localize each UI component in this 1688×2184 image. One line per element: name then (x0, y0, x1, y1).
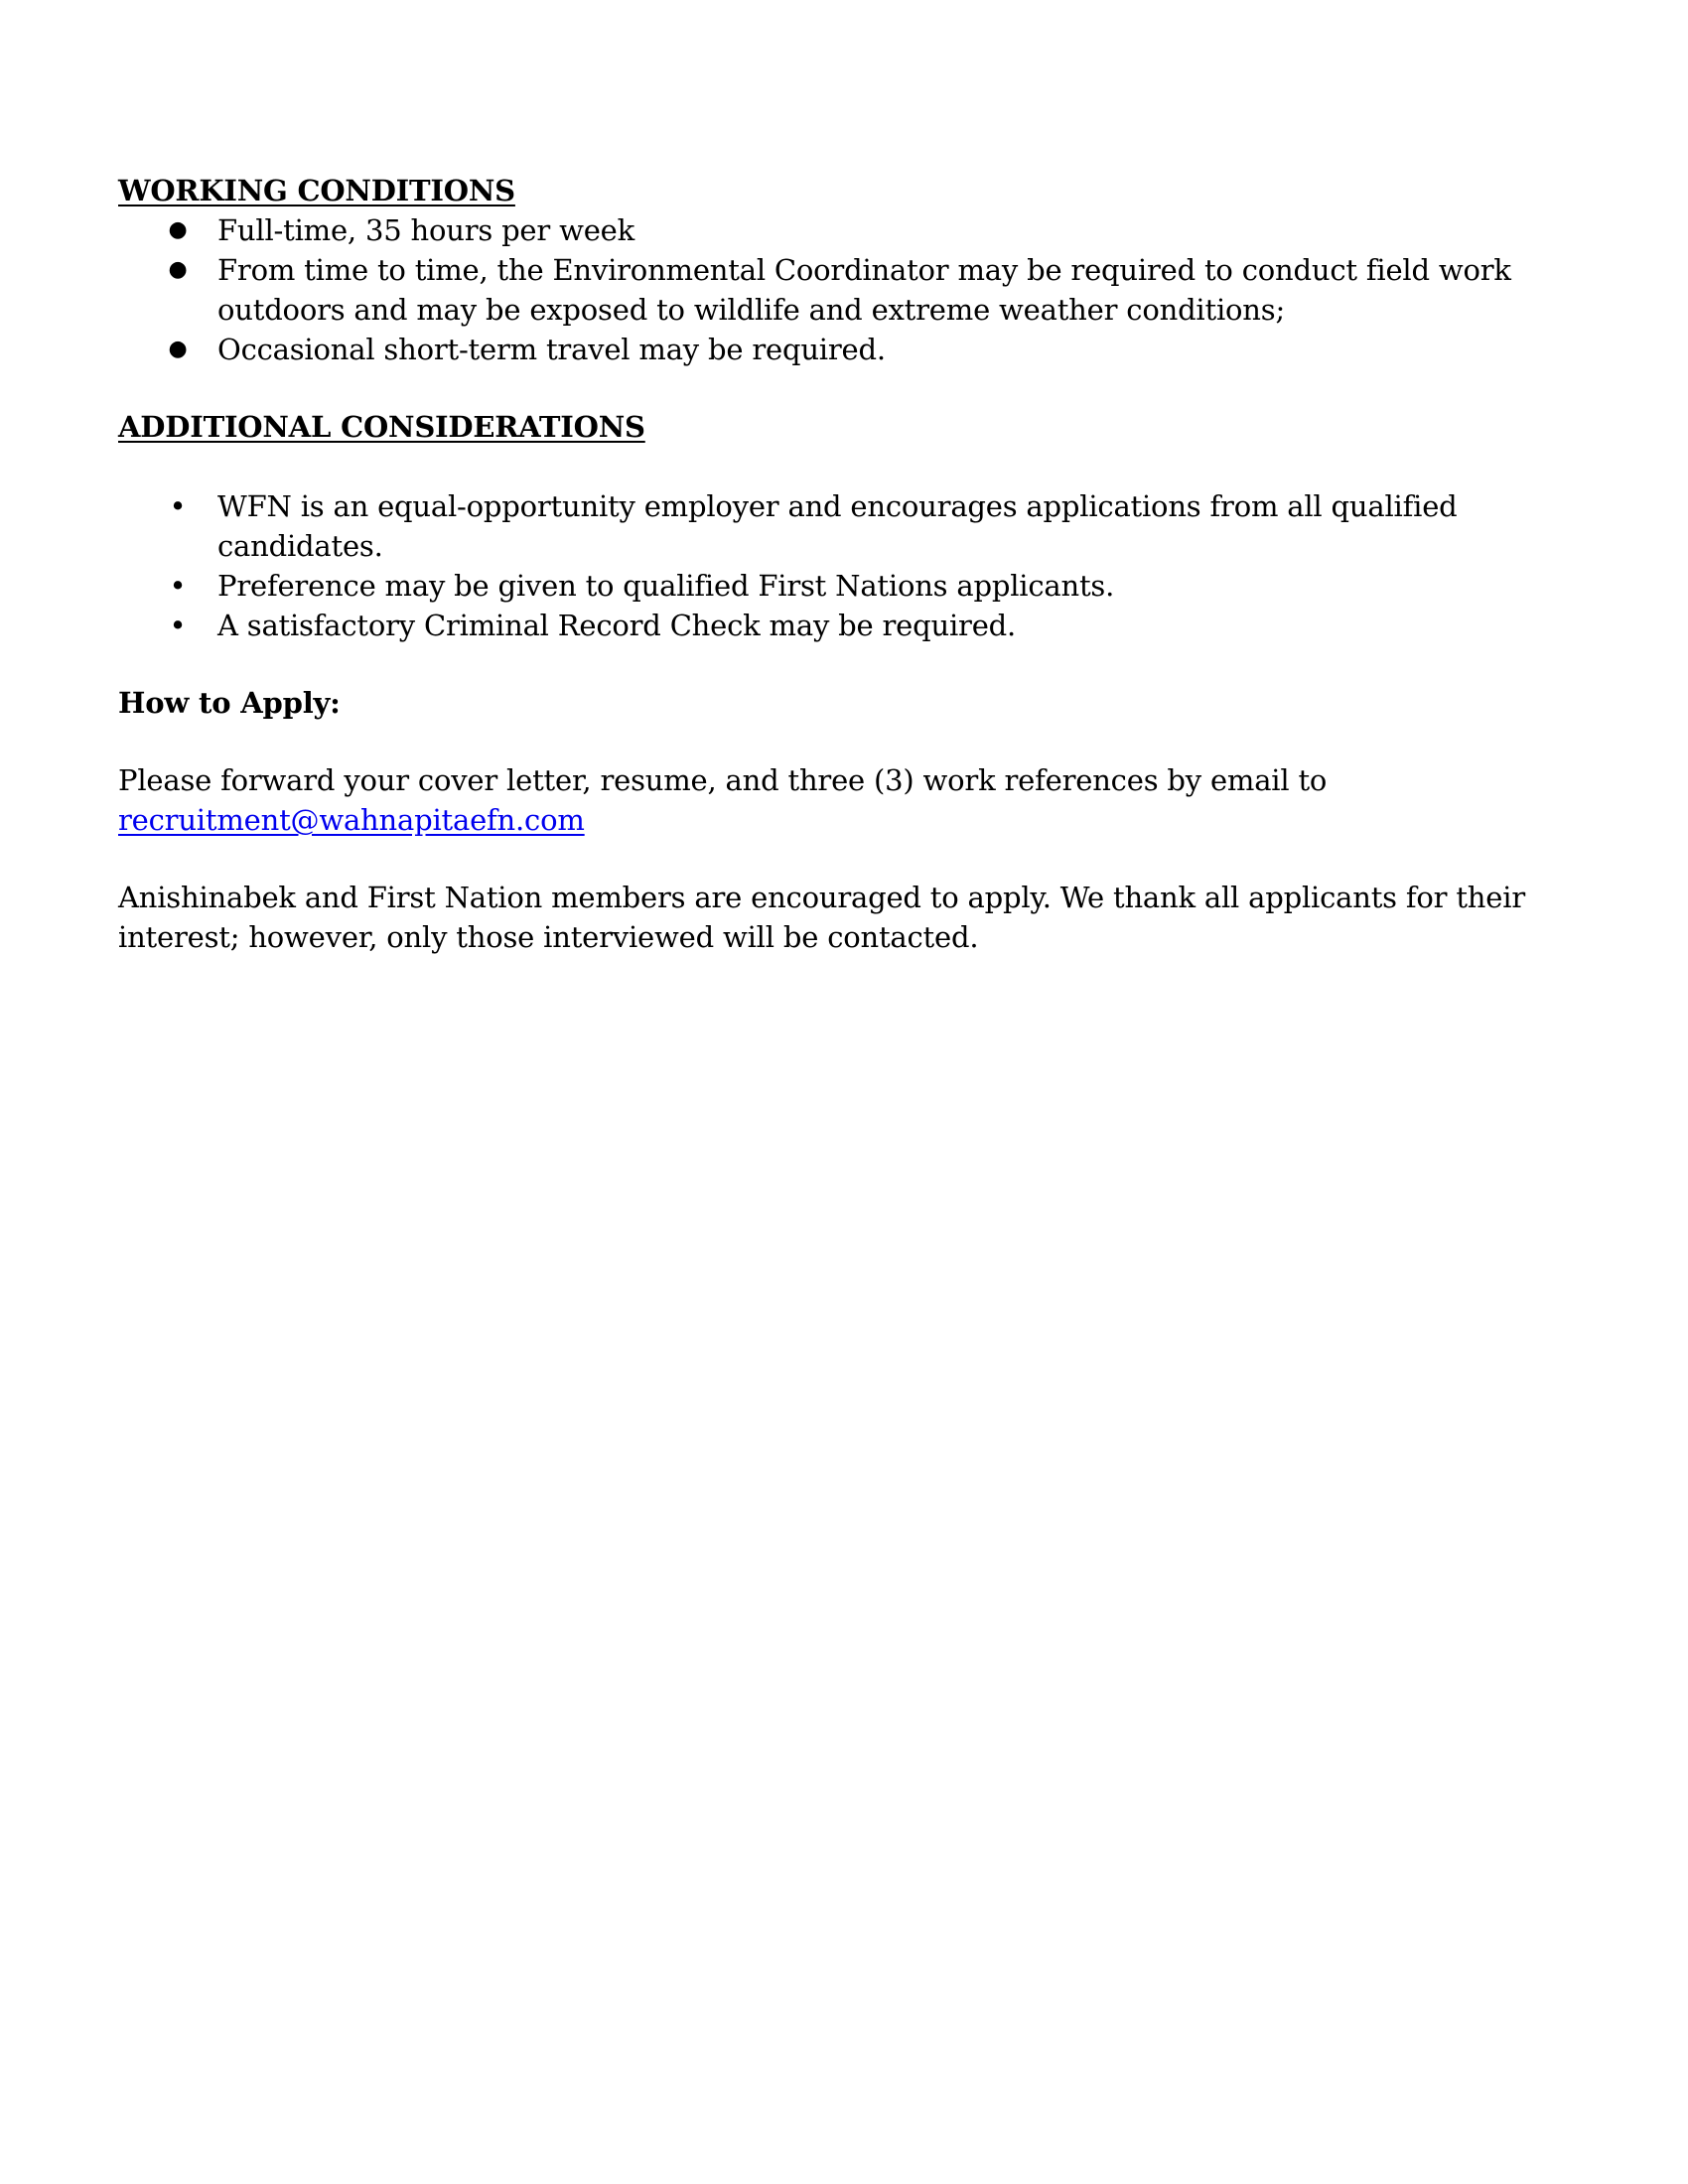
list-item (118, 330, 1548, 369)
apply-instructions-text: Please forward your cover letter, resume, and three (3) work references by email to (118, 763, 1328, 797)
section-spacer (118, 369, 1548, 407)
list-item-text: Occasional short-term travel may be required. (217, 333, 886, 366)
additional-considerations-section (118, 407, 1548, 645)
list-item-text: Preference may be given to qualified First Nations applicants. (217, 569, 1115, 603)
bullet-icon: • (169, 609, 187, 642)
section-spacer (118, 645, 1548, 683)
bullet-icon: • (169, 569, 187, 603)
bullet-icon: • (169, 489, 187, 523)
list-item (118, 210, 1548, 250)
list-item (118, 486, 1548, 566)
working-conditions-heading: WORKING CONDITIONS (118, 174, 515, 207)
additional-considerations-heading: ADDITIONAL CONSIDERATIONS (118, 410, 645, 444)
section-spacer (118, 840, 1548, 878)
how-to-apply-heading: How to Apply: (118, 686, 341, 720)
list-item-text: WFN is an equal-opportunity employer and encourages applications from all qualified candidates. (217, 489, 1458, 563)
bullet-icon: ● (168, 257, 188, 282)
document-body (118, 171, 1548, 957)
list-item-text: From time to time, the Environmental Coordinator may be required to conduct field work outdoors and may be exposed to wildlife and extreme weather conditions; (217, 253, 1511, 327)
list-item-text: A satisfactory Criminal Record Check may be required. (217, 609, 1017, 642)
section-spacer (118, 723, 1548, 760)
bullet-icon: ● (168, 217, 188, 242)
list-item (118, 250, 1548, 330)
bullet-icon: ● (168, 337, 188, 361)
closing-paragraph: Anishinabek and First Nation members are encouraged to apply. We thank all applicants for their interest; however, only those interviewed will be contacted. (118, 881, 1525, 954)
recruitment-email-link[interactable]: recruitment@wahnapitaefn.com (118, 803, 585, 837)
list-item (118, 566, 1548, 606)
section-spacer (118, 447, 1548, 486)
working-conditions-list (118, 210, 1548, 369)
additional-considerations-list (118, 486, 1548, 645)
list-item (118, 606, 1548, 645)
apply-instructions (118, 760, 1548, 840)
list-item-text: Full-time, 35 hours per week (217, 213, 634, 247)
working-conditions-section (118, 171, 1548, 369)
how-to-apply-section (118, 683, 1548, 957)
